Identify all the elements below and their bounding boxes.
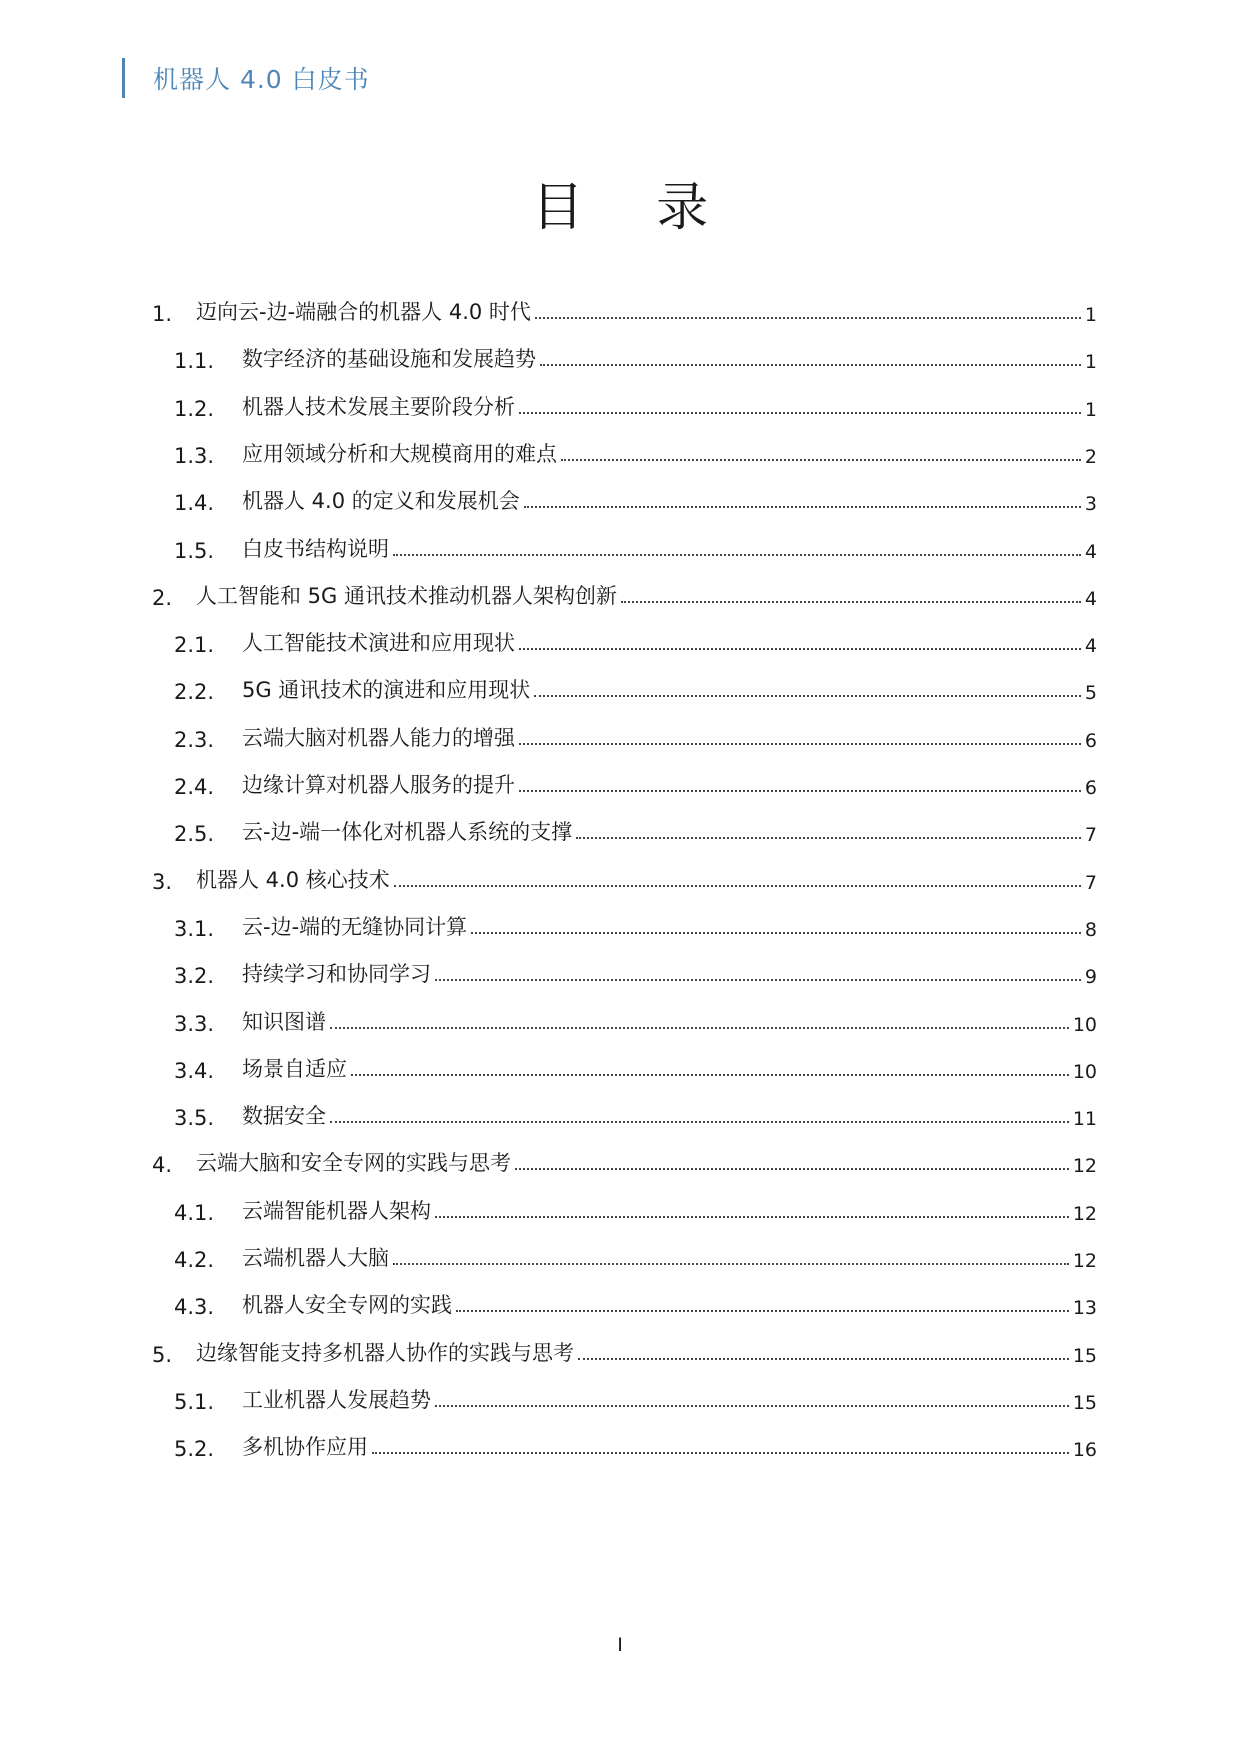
dot-leader [393, 554, 1081, 556]
toc-entry-label: 多机协作应用 [242, 1435, 368, 1460]
toc-entry-page: 5 [1084, 682, 1097, 705]
dot-leader [519, 412, 1081, 414]
dot-leader [540, 364, 1081, 366]
toc-entry-number: 3.3. [174, 1011, 215, 1036]
toc-entry[interactable] [174, 1043, 1097, 1083]
toc-entry-label: 知识图谱 [242, 1009, 326, 1034]
dot-leader [578, 1358, 1069, 1360]
toc-entry-page: 9 [1084, 966, 1097, 989]
toc-entry[interactable] [174, 617, 1097, 657]
dot-leader [435, 1405, 1069, 1407]
toc-entry[interactable] [174, 333, 1097, 373]
toc-entry-page: 7 [1084, 824, 1097, 847]
toc-entry-page: 6 [1084, 729, 1097, 752]
toc-entry[interactable] [174, 664, 1097, 704]
toc-entry-page: 16 [1072, 1439, 1097, 1462]
toc-entry-number: 3.4. [174, 1058, 215, 1083]
toc-entry-label: 机器人安全专网的实践 [242, 1293, 452, 1318]
toc-entry[interactable] [174, 428, 1097, 468]
toc-entry-page: 4 [1084, 540, 1097, 563]
toc-entry-page: 15 [1072, 1391, 1097, 1414]
toc-entry-number: 2.1. [174, 633, 215, 658]
toc-entry-label: 数字经济的基础设施和发展趋势 [242, 347, 536, 372]
toc-entry[interactable] [174, 712, 1097, 752]
page-number: I [617, 1634, 623, 1656]
toc-entry-label: 场景自适应 [242, 1056, 347, 1081]
toc-entry[interactable] [174, 523, 1097, 563]
toc-entry[interactable] [174, 759, 1097, 799]
toc-entry-label: 应用领域分析和大规模商用的难点 [242, 441, 557, 466]
toc-entry-label: 白皮书结构说明 [242, 536, 389, 561]
toc-entry[interactable] [152, 1327, 1097, 1367]
toc-entry-number: 1.4. [174, 491, 215, 516]
toc-entry-page: 12 [1072, 1155, 1097, 1178]
toc-entry-number: 1.3. [174, 443, 215, 468]
toc-entry-number: 1.2. [174, 396, 215, 421]
dot-leader [372, 1452, 1069, 1454]
toc-entry-page: 13 [1072, 1297, 1097, 1320]
toc-entry-number: 2.3. [174, 727, 215, 752]
toc-entry[interactable] [174, 948, 1097, 988]
toc-entry[interactable] [152, 1137, 1097, 1177]
toc-entry-number: 2. [152, 585, 173, 610]
dot-leader [435, 979, 1081, 981]
running-header [122, 58, 370, 98]
dot-leader [515, 1168, 1069, 1170]
dot-leader [534, 695, 1081, 697]
toc-entry-label: 边缘计算对机器人服务的提升 [242, 773, 515, 797]
dot-leader [394, 885, 1081, 887]
dot-leader [561, 459, 1081, 461]
toc-entry-number: 1.5. [174, 538, 215, 563]
dot-leader [519, 648, 1081, 650]
toc-entry-number: 3. [152, 869, 173, 894]
toc-entry[interactable] [174, 901, 1097, 941]
toc-entry-label: 机器人技术发展主要阶段分析 [242, 394, 515, 419]
toc-entry-page: 10 [1072, 1060, 1097, 1083]
toc-entry-page: 11 [1072, 1108, 1097, 1131]
dot-leader [393, 1263, 1069, 1265]
toc-entry[interactable] [174, 996, 1097, 1036]
toc-entry[interactable] [174, 1374, 1097, 1414]
toc-entry-label: 持续学习和协同学习 [242, 962, 431, 987]
toc-entry[interactable] [174, 1421, 1097, 1461]
toc-entry[interactable] [174, 1232, 1097, 1272]
dot-leader [456, 1310, 1069, 1312]
toc-entry-label: 人工智能和 5G 通讯技术推动机器人架构创新 [196, 583, 617, 608]
dot-leader [519, 790, 1081, 792]
toc-entry[interactable] [174, 475, 1097, 515]
toc-entry-page: 4 [1084, 587, 1097, 610]
toc-heading: 目 录 [531, 178, 737, 238]
toc-entry-label: 云端大脑对机器人能力的增强 [242, 725, 515, 750]
toc-entry-label: 人工智能技术演进和应用现状 [242, 631, 515, 656]
toc-entry-page: 7 [1084, 871, 1097, 894]
toc-entry-number: 4. [152, 1153, 173, 1178]
toc-entry[interactable] [174, 806, 1097, 846]
toc-entry-number: 2.2. [174, 680, 215, 705]
toc-entry-number: 1.1. [174, 349, 215, 374]
dot-leader [330, 1121, 1069, 1123]
toc-entry-label: 边缘智能支持多机器人协作的实践与思考 [196, 1340, 574, 1365]
toc-entry-number: 3.1. [174, 916, 215, 941]
toc-entry-number: 3.5. [174, 1106, 215, 1131]
toc-entry-number: 1. [152, 302, 173, 326]
toc-entry[interactable] [152, 854, 1097, 894]
dot-leader [435, 1216, 1069, 1218]
toc-entry-label: 机器人 4.0 核心技术 [196, 867, 390, 892]
toc-entry[interactable] [152, 286, 1097, 326]
document-title: 机器人 4.0 白皮书 [153, 65, 370, 94]
toc-entry-number: 4.1. [174, 1200, 215, 1225]
dot-leader [351, 1074, 1069, 1076]
dot-leader [330, 1027, 1069, 1029]
toc-entry-label: 云-边-端一体化对机器人系统的支撑 [242, 820, 573, 845]
toc-entry-page: 12 [1072, 1250, 1097, 1272]
toc-entry-label: 5G 通讯技术的演进和应用现状 [242, 678, 531, 703]
dot-leader [621, 601, 1081, 603]
toc-entry-label: 云-边-端的无缝协同计算 [242, 914, 468, 939]
dot-leader [519, 743, 1081, 745]
toc-entry-page: 3 [1084, 493, 1097, 516]
toc-entry-page: 8 [1084, 918, 1097, 941]
dot-leader [524, 506, 1081, 508]
dot-leader [535, 317, 1081, 319]
toc-entry-number: 3.2. [174, 964, 215, 989]
toc-entry-number: 4.3. [174, 1295, 215, 1320]
toc-entry-label: 工业机器人发展趋势 [242, 1387, 431, 1412]
toc-entry-number: 2.5. [174, 822, 215, 847]
toc-entry-number: 5.1. [174, 1389, 215, 1414]
toc-entry-number: 5.2. [174, 1437, 215, 1462]
toc-entry-label: 云端大脑和安全专网的实践与思考 [196, 1151, 511, 1176]
toc-entry-page: 12 [1072, 1202, 1097, 1225]
dot-leader [576, 837, 1081, 839]
toc-entry-page: 15 [1072, 1344, 1097, 1367]
toc-entry[interactable] [152, 570, 1097, 610]
toc-entry-label: 机器人 4.0 的定义和发展机会 [242, 489, 520, 514]
toc-entry-number: 5. [152, 1342, 173, 1367]
toc-entry[interactable] [174, 381, 1097, 421]
toc-entry-label: 数据安全 [242, 1104, 326, 1129]
toc-entry[interactable] [174, 1185, 1097, 1225]
toc-entry-page: 2 [1084, 445, 1097, 468]
toc-entry-page: 10 [1072, 1013, 1097, 1036]
toc-entry-page: 4 [1084, 635, 1097, 658]
toc-entry-page: 6 [1084, 777, 1097, 799]
toc-entry[interactable] [174, 1090, 1097, 1130]
toc-entry-label: 云端机器人大脑 [242, 1246, 389, 1270]
toc-entry-page: 1 [1084, 398, 1097, 421]
toc-entry-number: 2.4. [174, 775, 215, 799]
toc-entry-label: 迈向云-边-端融合的机器人 4.0 时代 [196, 300, 531, 324]
toc-entry-number: 4.2. [174, 1248, 215, 1272]
toc-entry-page: 1 [1084, 304, 1097, 326]
dot-leader [471, 932, 1081, 934]
toc-entry-page: 1 [1084, 351, 1097, 374]
toc-entry[interactable] [174, 1279, 1097, 1319]
toc-entry-label: 云端智能机器人架构 [242, 1198, 431, 1223]
